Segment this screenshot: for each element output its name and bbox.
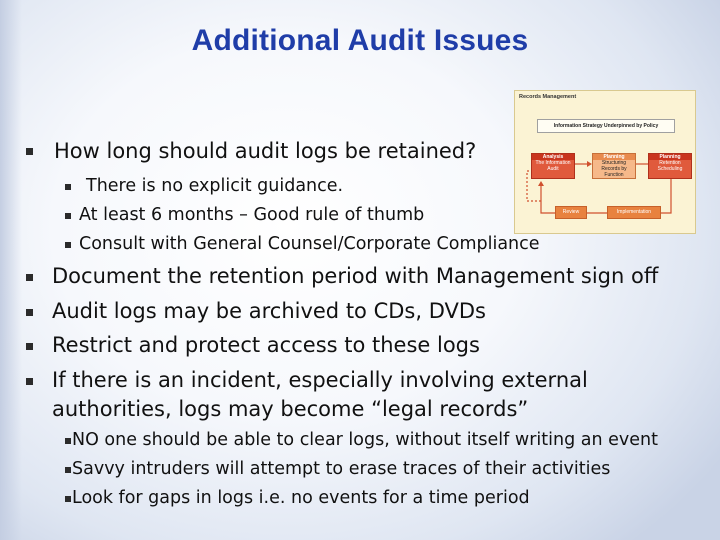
sub-bullet-item: Look for gaps in logs i.e. no events for a time period bbox=[72, 488, 530, 508]
bullet-marker bbox=[26, 343, 33, 350]
sub-bullet-marker bbox=[65, 184, 71, 190]
bullet-item: Restrict and protect access to these logs bbox=[52, 333, 480, 357]
sub-bullet-marker bbox=[65, 467, 71, 473]
bullet-item: Document the retention period with Management sign off bbox=[52, 264, 659, 288]
slide-title: Additional Audit Issues bbox=[191, 24, 529, 57]
sub-bullet-item: NO one should be able to clear logs, without itself writing an event bbox=[72, 430, 658, 450]
diagram-box-body: Retention Scheduling bbox=[657, 160, 683, 172]
sub-bullet-marker bbox=[65, 242, 71, 248]
sub-bullet-marker bbox=[65, 213, 71, 219]
bullet-item: How long should audit logs be retained? bbox=[54, 139, 477, 163]
bullet-item-continuation: authorities, logs may become “legal records” bbox=[52, 397, 529, 421]
diagram-box-analysis bbox=[531, 153, 575, 179]
sub-bullet-item: Consult with General Counsel/Corporate Compliance bbox=[79, 234, 540, 254]
diagram-box-title: Analysis bbox=[532, 154, 574, 160]
diagram-box-title: Planning bbox=[593, 154, 635, 160]
diagram-top-box: Information Strategy Underpinned by Policy bbox=[537, 119, 675, 133]
bullet-item: Audit logs may be archived to CDs, DVDs bbox=[52, 299, 486, 323]
sub-bullet-marker bbox=[65, 496, 71, 502]
diagram-box-review: Review bbox=[555, 206, 587, 219]
bullet-marker bbox=[26, 309, 33, 316]
bullet-marker bbox=[26, 148, 33, 155]
diagram-box-body: The Information Audit bbox=[535, 160, 571, 172]
sub-bullet-item: At least 6 months – Good rule of thumb bbox=[79, 205, 425, 225]
slide-left-shade bbox=[0, 0, 22, 540]
bullet-item: If there is an incident, especially involving external bbox=[52, 368, 588, 392]
diagram-box-implementation: Implementation bbox=[607, 206, 661, 219]
diagram-header: Records Management bbox=[519, 94, 577, 100]
bullet-marker bbox=[26, 378, 33, 385]
diagram-box-planning-structure bbox=[592, 153, 636, 179]
diagram-box-body: Structuring Records by Function bbox=[601, 160, 627, 178]
bullet-marker bbox=[26, 274, 33, 281]
sub-bullet-item: There is no explicit guidance. bbox=[86, 176, 344, 196]
sub-bullet-marker bbox=[65, 438, 71, 444]
sub-bullet-item: Savvy intruders will attempt to erase traces of their activities bbox=[72, 459, 611, 479]
records-management-diagram bbox=[514, 90, 696, 234]
diagram-box-planning-retention bbox=[648, 153, 692, 179]
diagram-box-title: Planning bbox=[649, 154, 691, 160]
